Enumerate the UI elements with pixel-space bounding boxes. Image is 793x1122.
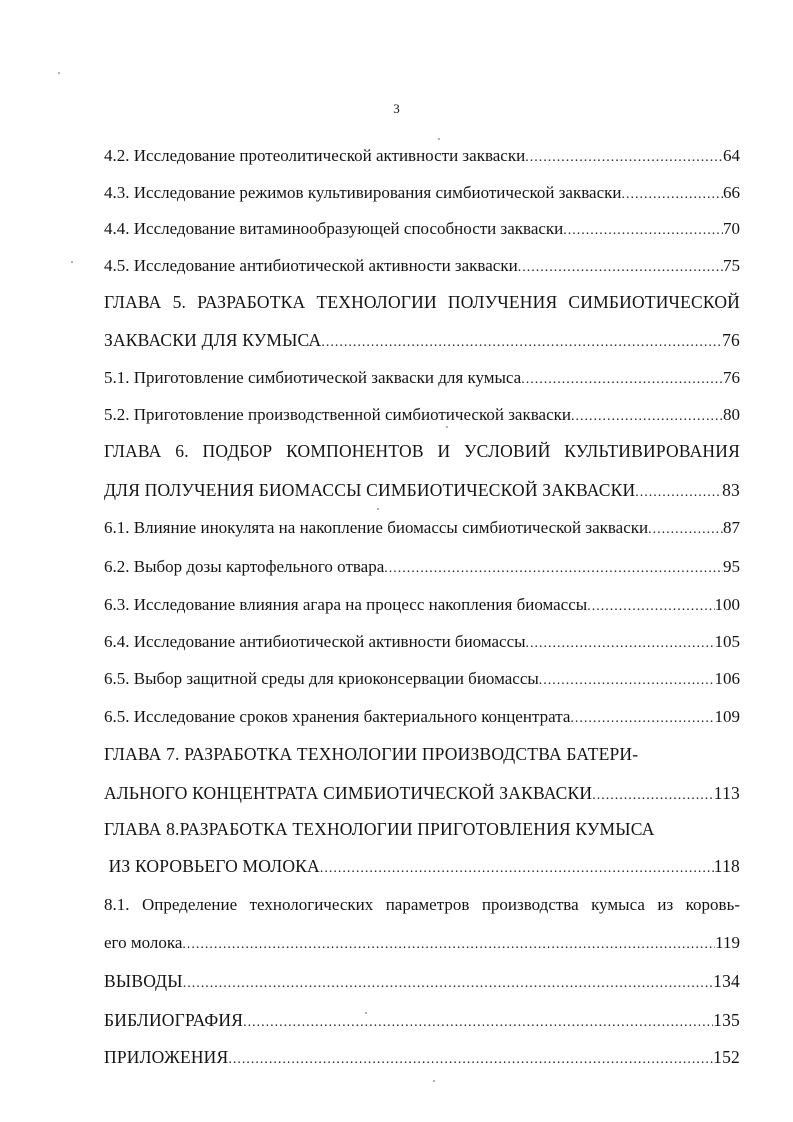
toc-leader-dots [521, 369, 723, 391]
toc-entry-page: 83 [722, 480, 740, 500]
toc-leader-dots [570, 708, 714, 730]
toc-chapter-heading: ГЛАВА 8.РАЗРАБОТКА ТЕХНОЛОГИИ ПРИГОТОВЛЕНИЯ КУМЫСА [104, 819, 655, 839]
toc-entry-page: 76 [723, 368, 740, 387]
scan-speck [438, 138, 440, 140]
toc-entry [104, 404, 740, 428]
scan-speck [365, 1012, 367, 1014]
toc-entry [104, 1009, 740, 1034]
toc-entry-title: 6.5. Исследование сроков хранения бактериального концентрата [104, 707, 571, 726]
toc-entry-title: БИБЛИОГРАФИЯ [104, 1010, 244, 1030]
toc-entry-title: 6.3. Исследование влияния агара на процесс накопления биомассы [104, 595, 588, 614]
toc-leader-dots [384, 558, 723, 580]
toc-entry-page: 106 [714, 669, 740, 688]
toc-entry [104, 517, 740, 541]
toc-entry-page: 135 [713, 1010, 740, 1030]
toc-entry-page: 64 [723, 146, 740, 165]
toc-entry [104, 631, 740, 655]
toc-entry-page: 113 [713, 783, 740, 803]
toc-leader-dots [563, 220, 723, 242]
toc-leader-dots [518, 257, 723, 279]
scan-speck [71, 261, 73, 263]
toc-leader-dots [228, 1049, 713, 1071]
toc-leader-dots [648, 519, 723, 541]
toc-entry [104, 668, 740, 692]
toc-entry-title: его молока [104, 933, 183, 952]
toc-chapter-heading: ГЛАВА 5. РАЗРАБОТКА ТЕХНОЛОГИИ ПОЛУЧЕНИЯ СИМБИОТИЧЕСКОЙ [104, 292, 740, 312]
toc-leader-dots [321, 332, 722, 354]
toc-entry [104, 706, 740, 730]
toc-leader-dots [635, 482, 722, 504]
toc-entry-page: 95 [723, 557, 740, 576]
toc-leader-dots [587, 596, 714, 618]
page-number: 3 [393, 101, 400, 116]
toc-leader-dots [539, 670, 715, 692]
toc-entry-page: 100 [714, 595, 740, 614]
toc-leader-dots [571, 406, 723, 428]
toc-entry-page: 134 [713, 971, 740, 991]
scan-speck [377, 508, 379, 510]
toc-entry-page: 70 [723, 219, 740, 238]
toc-entry-page: 118 [713, 856, 740, 876]
toc-entry-title-continued: 8.1. Определение технологических параметров производства кумыса из коровь- [104, 895, 740, 914]
toc-leader-dots [183, 973, 713, 995]
toc-entry [104, 367, 740, 391]
toc-entry-title: 5.1. Приготовление симбиотической закваски для кумыса [104, 368, 522, 387]
toc-entry-title: 5.2. Приготовление производственной симбиотической закваски [104, 405, 571, 424]
toc-entry-title: 6.1. Влияние инокулята на накопление биомассы симбиотической закваски [104, 518, 649, 537]
toc-entry-title: АЛЬНОГО КОНЦЕНТРАТА СИМБИОТИЧЕСКОЙ ЗАКВАСКИ [104, 783, 593, 803]
toc-chapter-heading: ГЛАВА 7. РАЗРАБОТКА ТЕХНОЛОГИИ ПРОИЗВОДСТВА БАТЕРИ- [104, 744, 639, 764]
toc-leader-dots [182, 934, 715, 956]
toc-entry-page: 76 [722, 330, 740, 350]
scan-speck [58, 72, 60, 74]
toc-entry [104, 932, 740, 956]
toc-entry [104, 782, 740, 807]
toc-leader-dots [320, 858, 714, 880]
toc-leader-dots [622, 184, 724, 206]
toc-entry [104, 182, 740, 206]
toc-entry-page: 109 [714, 707, 740, 726]
toc-entry [104, 255, 740, 279]
toc-leader-dots [243, 1012, 713, 1034]
toc-entry-page: 152 [713, 1047, 740, 1067]
toc-entry-page: 119 [715, 933, 740, 952]
toc-chapter-heading: ГЛАВА 6. ПОДБОР КОМПОНЕНТОВ И УСЛОВИЙ КУЛЬТИВИРОВАНИЯ [104, 441, 740, 461]
toc-entry [104, 556, 740, 580]
toc-entry-title: ДЛЯ ПОЛУЧЕНИЯ БИОМАССЫ СИМБИОТИЧЕСКОЙ ЗАКВАСКИ [104, 480, 636, 500]
toc-entry-title: ЗАКВАСКИ ДЛЯ КУМЫСА [104, 330, 322, 350]
toc-entry [104, 329, 740, 354]
toc-entry-title: ПРИЛОЖЕНИЯ [104, 1047, 229, 1067]
toc-entry [104, 594, 740, 618]
toc-entry [104, 855, 740, 880]
toc-entry-page: 105 [714, 632, 740, 651]
toc-entry-page: 75 [723, 256, 740, 275]
toc-entry-page: 87 [723, 518, 740, 537]
toc-entry-page: 66 [723, 183, 740, 202]
toc-entry-page: 80 [723, 405, 740, 424]
toc-entry-title: 4.4. Исследование витаминообразующей способности закваски [104, 219, 564, 238]
toc-entry [104, 145, 740, 169]
toc-entry-title: 4.2. Исследование протеолитической активности закваски [104, 146, 526, 165]
toc-entry-title: 4.3. Исследование режимов культивирования симбиотической закваски [104, 183, 622, 202]
scan-speck [433, 1080, 435, 1082]
toc-entry-title: 6.2. Выбор дозы картофельного отвара [104, 557, 385, 576]
toc-entry [104, 218, 740, 242]
toc-entry-title: ИЗ КОРОВЬЕГО МОЛОКА [104, 856, 320, 876]
toc-entry [104, 1046, 740, 1071]
toc-entry-title: 4.5. Исследование антибиотической активности закваски [104, 256, 518, 275]
toc-entry-title: 6.4. Исследование антибиотической активности биомассы [104, 632, 526, 651]
toc-entry [104, 970, 740, 995]
toc-entry [104, 479, 740, 504]
toc-leader-dots [526, 633, 715, 655]
toc-leader-dots [525, 147, 723, 169]
toc-entry-title: ВЫВОДЫ [104, 971, 183, 991]
toc-leader-dots [592, 785, 714, 807]
toc-entry-title: 6.5. Выбор защитной среды для криоконсервации биомассы [104, 669, 539, 688]
scan-speck [446, 426, 448, 428]
